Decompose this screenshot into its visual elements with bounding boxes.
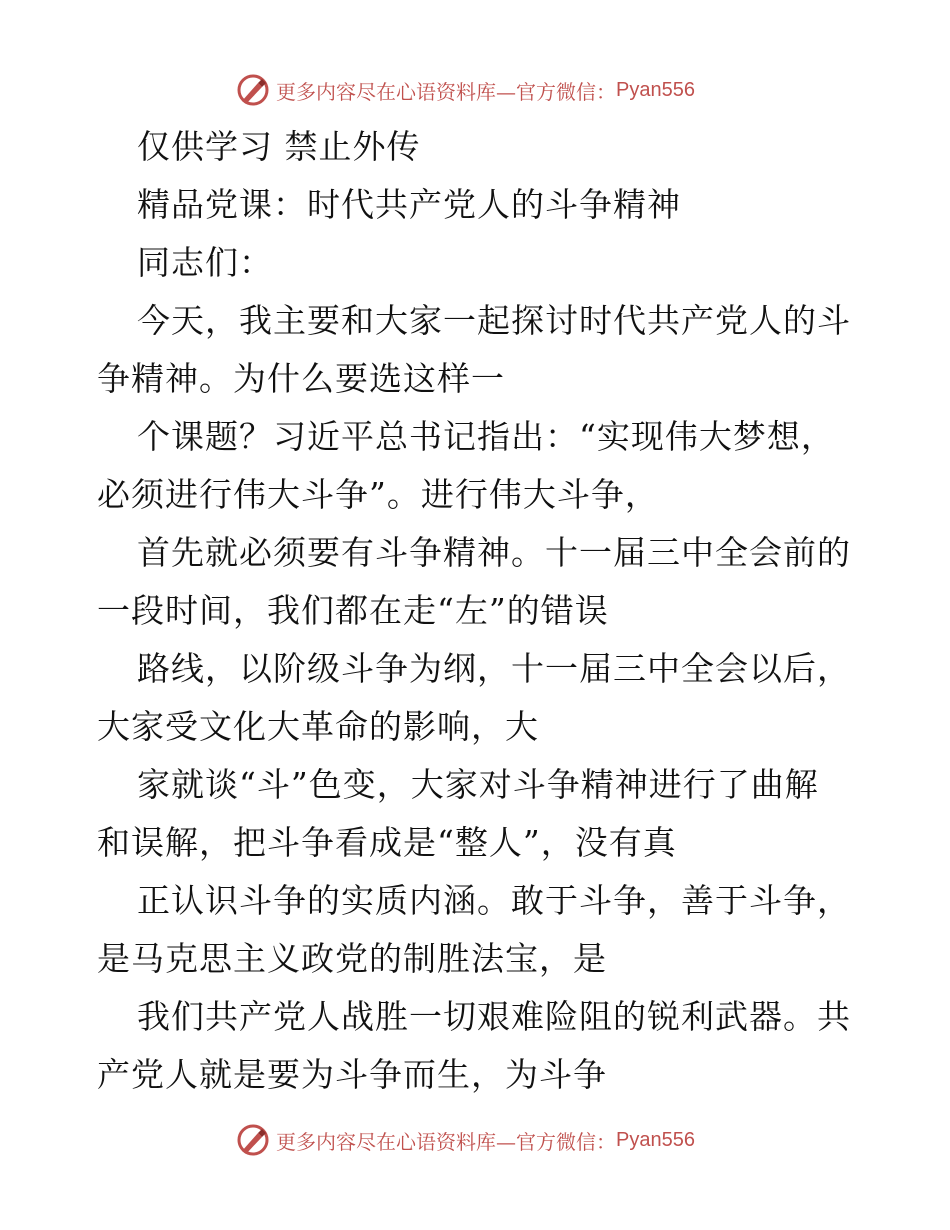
- footer-banner-contact: Pyan556: [616, 1128, 695, 1151]
- footer-banner: [236, 1120, 695, 1160]
- footer-banner-text: 更多内容尽在心语资料库—官方微信：: [276, 1129, 616, 1154]
- pen-logo-icon: [236, 73, 270, 107]
- body-line: 路线，以阶级斗争为纲，十一届三中全会以后，: [137, 649, 851, 688]
- body-line: 是马克思主义政党的制胜法宝，是: [97, 939, 607, 978]
- body-line: 和误解，把斗争看成是“整人”，没有真: [97, 823, 677, 862]
- header-banner-text: 更多内容尽在心语资料库—官方微信：: [276, 79, 616, 104]
- body-line: 争精神。为什么要选这样一: [97, 359, 505, 398]
- body-line: 仅供学习 禁止外传: [137, 127, 421, 166]
- header-banner: [236, 70, 695, 110]
- body-line: 首先就必须要有斗争精神。十一届三中全会前的: [137, 533, 851, 572]
- document-title: 精品党课：时代共产党人的斗争精神: [137, 185, 681, 224]
- pen-logo-icon: [236, 1123, 270, 1157]
- header-banner-contact: Pyan556: [616, 78, 695, 101]
- body-line: 我们共产党人战胜一切艰难险阻的锐利武器。共: [137, 997, 851, 1036]
- body-line: 大家受文化大革命的影响，大: [97, 707, 539, 746]
- body-line: 个课题？习近平总书记指出：“实现伟大梦想，: [137, 417, 835, 456]
- body-line: 家就谈“斗”色变，大家对斗争精神进行了曲解: [137, 765, 819, 804]
- body-line: 产党人就是要为斗争而生，为斗争: [97, 1055, 607, 1094]
- body-line: 必须进行伟大斗争”。进行伟大斗争，: [97, 475, 659, 514]
- document-body: [97, 118, 857, 1104]
- salutation: 同志们：: [137, 243, 273, 282]
- body-line: 一段时间，我们都在走“左”的错误: [97, 591, 609, 630]
- body-line: 正认识斗争的实质内涵。敢于斗争，善于斗争，: [137, 881, 851, 920]
- body-line: 今天，我主要和大家一起探讨时代共产党人的斗: [137, 301, 851, 340]
